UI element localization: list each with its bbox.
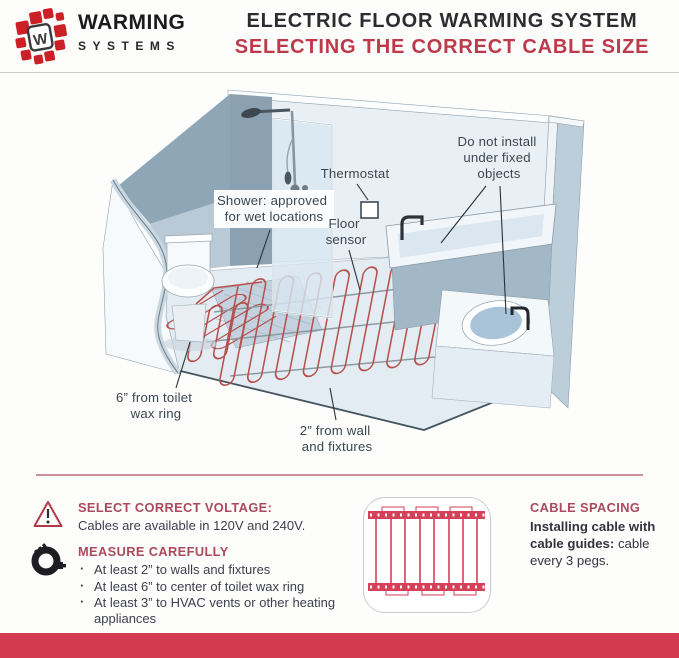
spacing-body-rest: cable every 3 pegs. [530, 536, 650, 568]
voltage-heading: SELECT CORRECT VOLTAGE: [78, 500, 273, 515]
voltage-tip [78, 500, 358, 534]
thermostat-label: Thermostat [320, 166, 390, 181]
cable-spacing-illustration [364, 498, 489, 611]
spacing-body-bold: Installing cable with cable guides: [530, 519, 656, 551]
bottom-red-bar [0, 633, 679, 658]
fixed-objects-label: Do not install under fixed objects [457, 134, 537, 181]
bathroom-diagram [0, 78, 679, 478]
cable-spacing-card [363, 497, 491, 613]
spacing-body [530, 518, 670, 569]
page-title [222, 9, 662, 60]
tips-divider [36, 474, 643, 476]
measure-bullet-2: · At least 6” to center of toilet wax ring [78, 579, 354, 595]
tape-measure-icon [28, 541, 66, 579]
toilet-clearance-label: 6” from toilet wax ring [116, 390, 193, 421]
shower-label: Shower: approved for wet locations [216, 193, 328, 224]
thermostat-icon [361, 202, 378, 218]
measure-bullet-3: · At least 3” to HVAC vents or other heating appliances [78, 595, 354, 626]
warning-triangle-icon [32, 499, 64, 529]
measure-bullets [78, 562, 354, 626]
brand-word-warming: WARMING [78, 11, 186, 34]
warming-systems-logo-icon [12, 6, 72, 66]
logo-letter: W [32, 30, 50, 50]
header [0, 0, 679, 72]
measure-tip [78, 544, 354, 626]
spacing-heading: CABLE SPACING [530, 500, 641, 515]
brand-word-systems: SYSTEMS [78, 39, 181, 53]
page-title-line2: SELECTING THE CORRECT CABLE SIZE [234, 36, 650, 58]
page-title-line1: ELECTRIC FLOOR WARMING SYSTEM [246, 10, 638, 32]
measure-bullet-1: · At least 2” to walls and fixtures [78, 562, 354, 578]
measure-heading: MEASURE CAREFULLY [78, 544, 229, 559]
wall-clearance-label: 2” from wall and fixtures [299, 423, 373, 454]
brand-name [78, 12, 185, 55]
floor-sensor-label: Floor sensor [325, 216, 367, 247]
vanity-sink [432, 290, 554, 408]
voltage-body: Cables are available in 120V and 240V. [78, 518, 306, 533]
spacing-tip [530, 500, 670, 569]
header-divider [0, 72, 679, 73]
